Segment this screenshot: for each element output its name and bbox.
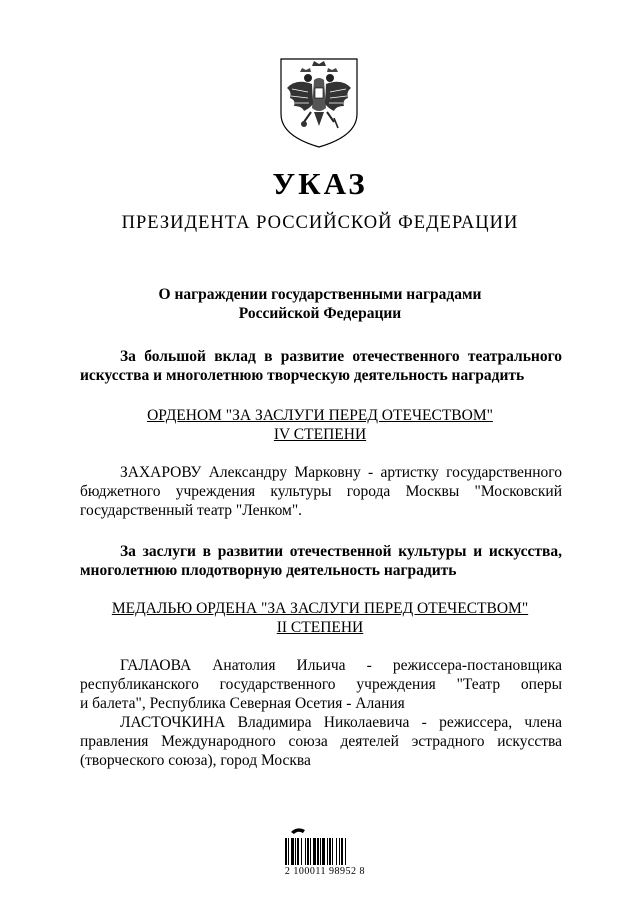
barcode-bar: [329, 838, 331, 865]
decree-heading-line: О награждении государственными наградами: [158, 286, 482, 303]
barcode-bar: [295, 838, 296, 865]
section1-intro: [80, 347, 562, 385]
section1-award: [0, 406, 640, 444]
decree-subtitle: ПРЕЗИДЕНТА РОССИЙСКОЙ ФЕДЕРАЦИИ: [121, 213, 519, 233]
barcode-bar: [301, 838, 302, 865]
section1-recipient: [80, 463, 562, 520]
barcode-bar: [288, 838, 289, 865]
section1-award-name: ОРДЕНОМ "ЗА ЗАСЛУГИ ПЕРЕД ОТЕЧЕСТВОМ": [147, 407, 493, 424]
recipient-line: ГАЛАОВА Анатолия Ильича - режиссера-постановщика: [120, 657, 562, 674]
section1-intro-line: искусства и многолетнюю творческую деятельность наградить: [80, 367, 525, 384]
section2-recipient: [80, 713, 562, 770]
decree-heading: [0, 285, 640, 323]
barcode-bar: [310, 838, 311, 865]
recipient-line: (творческого союза), город Москва: [80, 752, 311, 769]
section1-intro-line: За большой вклад в развитие отечественного театрального: [120, 348, 562, 365]
recipient-line: ЗАХАРОВУ Александру Марковну - артистку государственного: [120, 464, 562, 481]
section2-intro-line: многолетнюю плодотворную деятельность наградить: [80, 562, 457, 579]
barcode-bar: [345, 838, 346, 865]
decree-title: УКАЗ: [272, 166, 368, 201]
barcode-bar: [313, 838, 316, 865]
section2-award: [0, 599, 640, 637]
section2-award-degree: II СТЕПЕНИ: [276, 619, 364, 636]
barcode-bar: [320, 838, 321, 865]
section2-intro-line: За заслуги в развитии отечественной культуры и искусства,: [120, 543, 562, 560]
recipient-line: правления Международного союза деятелей эстрадного искусства: [80, 733, 562, 750]
recipient-line: государственный театр "Ленком".: [80, 502, 303, 519]
barcode-bar: [327, 838, 328, 865]
russian-coat-of-arms-icon: [278, 56, 360, 150]
barcode-bar: [341, 838, 343, 865]
recipient-line: бюджетного учреждения культуры города Москвы "Московский: [80, 483, 562, 500]
section2-recipient: [80, 656, 562, 713]
recipient-line: и балета", Республика Северная Осетия - Алания: [80, 695, 405, 712]
barcode-bar: [285, 838, 287, 865]
barcode-bar: [291, 838, 294, 865]
recipient-line: республиканского государственного учреждения "Театр оперы: [80, 676, 562, 693]
recipient-line: ЛАСТОЧКИНА Владимира Николаевича - режиссера, члена: [120, 714, 562, 731]
section2-award-name: МЕДАЛЬЮ ОРДЕНА "ЗА ЗАСЛУГИ ПЕРЕД ОТЕЧЕСТВОМ": [111, 600, 529, 617]
barcode-bar: [322, 838, 325, 865]
barcode-bar: [332, 838, 333, 865]
barcode-number: 2 100011 98952 8: [284, 866, 366, 877]
barcode-bar: [307, 838, 309, 865]
barcode-bar: [336, 838, 337, 865]
barcode-bar: [305, 838, 306, 865]
decree-heading-line: Российской Федерации: [238, 305, 402, 322]
barcode-bar: [297, 838, 299, 865]
section2-intro: [80, 542, 562, 580]
section1-award-degree: IV СТЕПЕНИ: [273, 426, 367, 443]
barcode-bar: [317, 838, 319, 865]
barcode-bar: [339, 838, 340, 865]
